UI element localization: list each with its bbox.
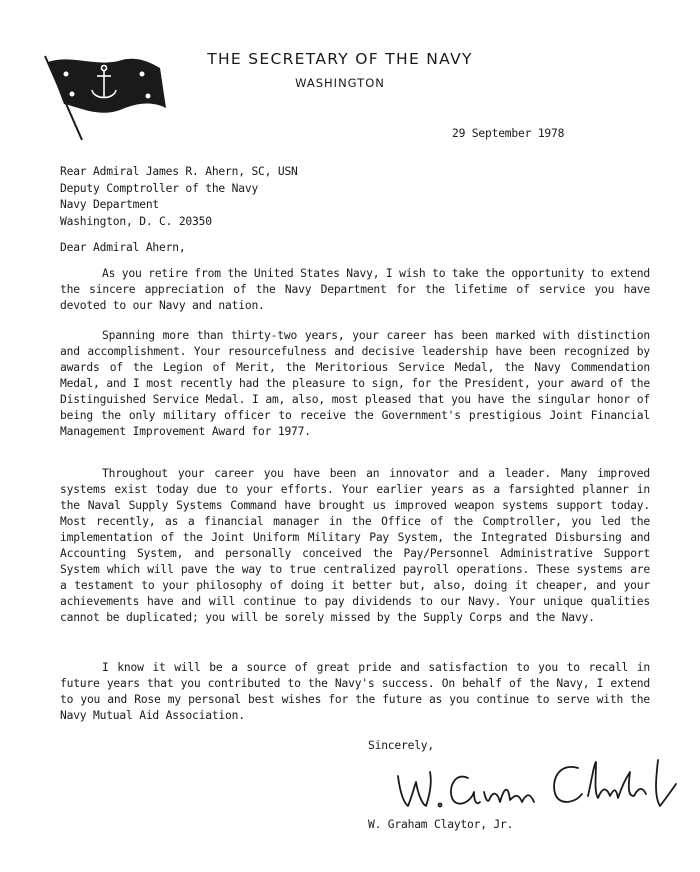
recipient-department: Navy Department: [60, 198, 160, 211]
letterhead-city: WASHINGTON: [295, 76, 385, 90]
recipient-address: [60, 164, 298, 230]
body-paragraph-2: Spanning more than thirty-two years, your career has been marked with distinction and accomplishment. Your resourcefulness and decisive leadership have been recognized by awards of the Legion of Merit, the Meritorious Service Medal, the Navy Commendation Medal, and I most recently had the pleasure to sign, for the President, your award of the Distinguished Service Medal. I am, also, most pleased that you have the singular honor of being the only military officer to receive the Government's prestigious Joint Financial Management Improvement Award for 1977.: [60, 329, 650, 438]
recipient-name: Rear Admiral James R. Ahern, SC, USN: [60, 165, 298, 178]
handwritten-signature: [390, 748, 690, 818]
signer-name: W. Graham Claytor, Jr.: [368, 818, 514, 831]
letterhead: [150, 50, 530, 90]
body-paragraph-3: Throughout your career you have been an innovator and a leader. Many improved systems exist today due to your efforts. Your earlier years as a farsighted planner in the Naval Supply Systems Command have brought us improved weapon systems support today. Most recently, as a financial manager in the Office of the Comptroller, you led the implementation of the Joint Uniform Military Pay System, the Integrated Disbursing and Accounting System, and personally conceived the Pay/Personnel Administrative Support System which will pave the way to true centralized payroll operations. These systems are a testament to your philosophy of doing it better but, also, doing it cheaper, and your achievements have and will continue to pay dividends to our Navy. Your unique qualities cannot be duplicated; you will be sorely missed by the Supply Corps and the Navy.: [60, 467, 650, 624]
letterhead-title: THE SECRETARY OF THE NAVY: [207, 50, 473, 68]
body-paragraph-4: I know it will be a source of great pride and satisfaction to you to recall in future years that you contributed to the Navy's success. On behalf of the Navy, I extend to you and Rose my personal best wishes for the future as you continue to serve with the Navy Mutual Aid Association.: [60, 661, 650, 722]
body-paragraph-1: As you retire from the United States Navy, I wish to take the opportunity to extend the sincere appreciation of the Navy Department for the lifetime of service you have devoted to our Navy and nation.: [60, 267, 650, 312]
closing: Sincerely,: [368, 739, 435, 752]
letter-date: 29 September 1978: [452, 127, 565, 140]
recipient-city: Washington, D. C. 20350: [60, 214, 212, 228]
recipient-title: Deputy Comptroller of the Navy: [60, 181, 259, 195]
salutation: Dear Admiral Ahern,: [60, 241, 186, 254]
